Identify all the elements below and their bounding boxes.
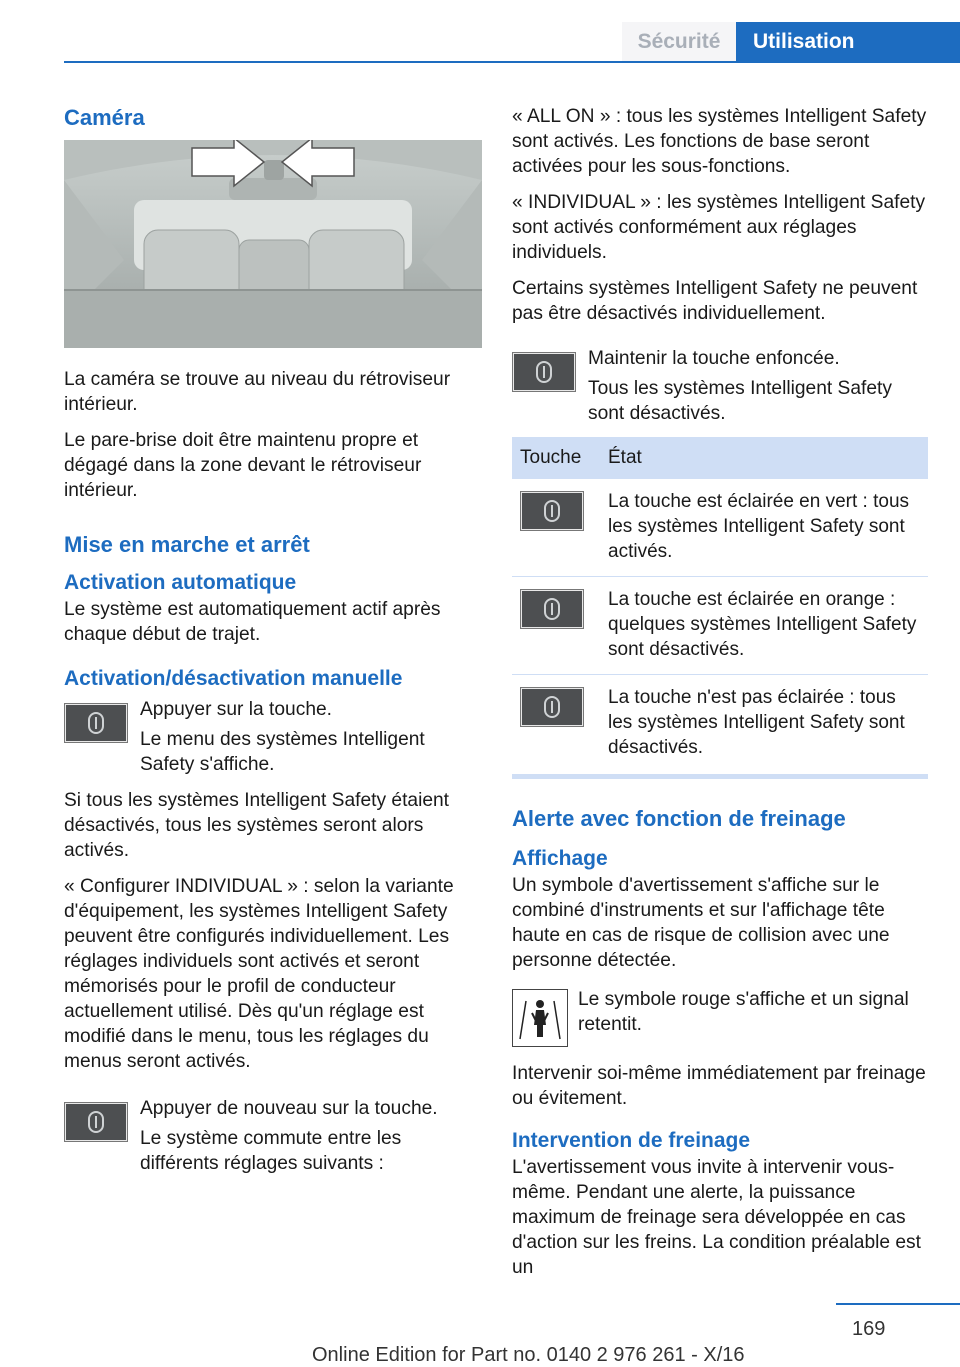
right-column: [512, 96, 930, 1291]
hold-key-text: Maintenir la touche enfoncée.: [588, 348, 840, 369]
red-symbol-text: Le symbole rouge s'affiche et un signal retentit.: [578, 989, 909, 1035]
table-row: [512, 675, 928, 777]
display-heading: Affichage: [512, 847, 608, 870]
edition-text: Online Edition for Part no. 0140 2 976 261 - X/16: [312, 1344, 745, 1366]
switches-text: Le système commute entre les différents réglages suivants :: [140, 1128, 402, 1174]
auto-activation-text: Le système est automatiquement actif après chaque début de trajet.: [64, 599, 441, 645]
display-text: Un symbole d'avertissement s'affiche sur le combiné d'instruments et sur l'affichage tête haute en cas de risque de collision avec une personne détectée.: [512, 875, 890, 971]
all-off-text: Tous les systèmes Intelligent Safety sont désactivés.: [588, 378, 892, 424]
menu-shown-text: Le menu des systèmes Intelligent Safety s'affiche.: [140, 729, 425, 775]
press-again-instruction: [64, 1096, 482, 1176]
page-number: 169: [852, 1318, 886, 1340]
windshield-text: Le pare-brise doit être maintenu propre et dégagé dans la zone devant le rétroviseur intérieur.: [64, 430, 422, 501]
header-chapter-tab: Utilisation: [736, 22, 960, 61]
press-key-text: Appuyer sur la touche.: [140, 699, 332, 720]
some-systems-text: Certains systèmes Intelligent Safety ne peuvent pas être désactivés individuellement.: [512, 278, 918, 324]
brake-intervention-text: L'avertissement vous invite à intervenir vous-même. Pendant une alerte, la puissance maximum de freinage sera développée en cas d'action sur les freins. La condition préalable est un: [512, 1157, 921, 1278]
configure-individual-text: « Configurer INDIVIDUAL » : selon la variante d'équipement, les systèmes Intelligent Safety peuvent être configurés individuellement. Les réglages individuels sont activés et seront mémorisés pour le profil de conducteur actuellement utilisé. Dès qu'un réglage est modifié dans le menu, tous les réglages du menus seront activés.: [64, 876, 454, 1072]
camera-location-text: La caméra se trouve au niveau du rétroviseur intérieur.: [64, 369, 451, 415]
press-again-text: Appuyer de nouveau sur la touche.: [140, 1098, 438, 1119]
manual-activation-heading: Activation/désactivation manuelle: [64, 667, 403, 690]
header-rule: [64, 61, 960, 63]
press-key-instruction: [64, 697, 482, 777]
safety-button-icon: [64, 1102, 128, 1142]
safety-button-icon: [512, 352, 576, 392]
table-cell-state: La touche est éclairée en orange : quelques systèmes Intelligent Safety sont désactivés.: [600, 577, 928, 675]
left-column: [64, 96, 482, 1187]
safety-button-icon: [520, 687, 584, 727]
table-row: [512, 479, 928, 577]
all-off-activation-text: Si tous les systèmes Intelligent Safety étaient désactivés, tous les systèmes seront alors activés.: [64, 790, 450, 861]
table-row: [512, 577, 928, 675]
brake-intervention-heading: Intervention de freinage: [512, 1129, 751, 1152]
intervene-text: Intervenir soi-même immédiatement par freinage ou évitement.: [512, 1063, 926, 1109]
safety-button-icon: [64, 703, 128, 743]
auto-activation-heading: Activation automatique: [64, 571, 297, 594]
safety-button-icon: [520, 589, 584, 629]
camera-heading: Caméra: [64, 105, 145, 130]
red-symbol-instruction: [512, 987, 930, 1049]
table-header-state: État: [600, 437, 928, 479]
individual-text: « INDIVIDUAL » : les systèmes Intelligent Safety sont activés conformément aux réglages individuels.: [512, 192, 926, 263]
all-on-text: « ALL ON » : tous les systèmes Intelligent Safety sont activés. Les fonctions de base seront activées pour les sous-fonctions.: [512, 106, 927, 177]
safety-button-icon: [520, 491, 584, 531]
alert-heading: Alerte avec fonction de freinage: [512, 806, 846, 831]
table-header-key: Touche: [512, 437, 600, 479]
camera-location-photo: [64, 140, 482, 348]
hold-key-instruction: [512, 346, 930, 426]
onoff-heading: Mise en marche et arrêt: [64, 532, 310, 557]
footer-rule: [836, 1303, 960, 1305]
header-section-tab: Sécurité: [622, 22, 736, 61]
pedestrian-warning-icon: [512, 989, 568, 1047]
table-cell-state: La touche est éclairée en vert : tous les systèmes Intelligent Safety sont activés.: [600, 479, 928, 577]
button-state-table: [512, 437, 928, 779]
table-cell-state: La touche n'est pas éclairée : tous les systèmes Intelligent Safety sont désactivés.: [600, 675, 928, 777]
